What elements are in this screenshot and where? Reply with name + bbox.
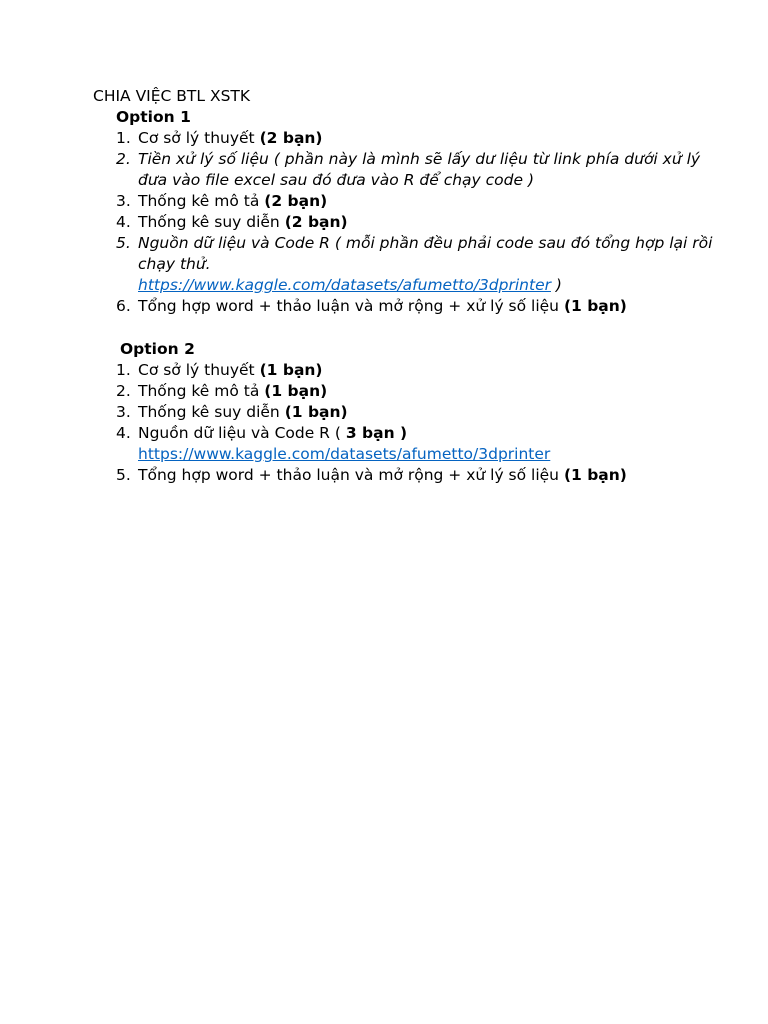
spacer (93, 317, 713, 339)
item-text: Thống kê suy diễn (138, 213, 285, 231)
option-1-item-2 (93, 149, 713, 191)
item-text: Thống kê mô tả (138, 382, 265, 400)
option-2-item-5 (93, 465, 713, 486)
option-1-list (93, 128, 713, 317)
option-1-item-4 (93, 212, 713, 233)
item-assignee: (2 bạn) (259, 129, 323, 147)
item-text: Thống kê mô tả (138, 192, 265, 210)
list-number: 2. (116, 382, 131, 400)
option-2-item-1 (93, 360, 713, 381)
item-assignee: (1 bạn) (563, 466, 627, 484)
list-number: 3. (116, 192, 131, 210)
item-text: Nguồn dữ liệu và Code R ( (138, 424, 346, 442)
item-assignee: (1 bạn) (259, 361, 323, 379)
item-text: Cơ sở lý thuyết (138, 361, 260, 379)
list-number: 4. (116, 424, 131, 442)
item-assignee: (2 bạn) (284, 213, 348, 231)
item-assignee: (1 bạn) (284, 403, 348, 421)
item-text: Tổng hợp word + thảo luận và mở rộng + xử lý số liệu (138, 297, 564, 315)
option-1-heading: Option 1 (116, 108, 191, 126)
item-text: Nguồn dữ liệu và Code R ( mỗi phần đều phải code sau đó tổng hợp lại rồi chạy thử. (138, 234, 713, 273)
option-1-item-5 (93, 233, 713, 296)
list-number: 6. (116, 297, 131, 315)
list-number: 5. (116, 234, 131, 252)
item-text-after: ) (550, 276, 562, 294)
item-text: Tiền xử lý số liệu ( phần này là mình sẽ lấy dư liệu từ link phía dưới xử lý đưa vào file excel sau đó đưa vào R để chạy code ) (138, 150, 701, 189)
dataset-link[interactable]: https://www.kaggle.com/datasets/afumetto/3dprinter (138, 276, 551, 294)
item-text: Tổng hợp word + thảo luận và mở rộng + xử lý số liệu (138, 466, 564, 484)
item-text: Cơ sở lý thuyết (138, 129, 260, 147)
document-page (93, 86, 713, 486)
item-assignee: (1 bạn) (264, 382, 328, 400)
option-2-item-4 (93, 423, 713, 465)
dataset-link[interactable]: https://www.kaggle.com/datasets/afumetto/3dprinter (138, 445, 551, 463)
item-assignee: (1 bạn) (563, 297, 627, 315)
list-number: 4. (116, 213, 131, 231)
list-number: 5. (116, 466, 131, 484)
option-2-item-2 (93, 381, 713, 402)
option-1-item-6 (93, 296, 713, 317)
list-number: 1. (116, 129, 131, 147)
document-title: CHIA VIỆC BTL XSTK (93, 87, 251, 105)
option-1-item-3 (93, 191, 713, 212)
option-2-heading: Option 2 (120, 340, 195, 358)
item-assignee: 3 bạn ) (345, 424, 408, 442)
list-number: 1. (116, 361, 131, 379)
item-assignee: (2 bạn) (264, 192, 328, 210)
option-2-item-3 (93, 402, 713, 423)
option-2-list (93, 360, 713, 486)
option-1-item-1 (93, 128, 713, 149)
item-text: Thống kê suy diễn (138, 403, 285, 421)
list-number: 2. (116, 150, 131, 168)
list-number: 3. (116, 403, 131, 421)
